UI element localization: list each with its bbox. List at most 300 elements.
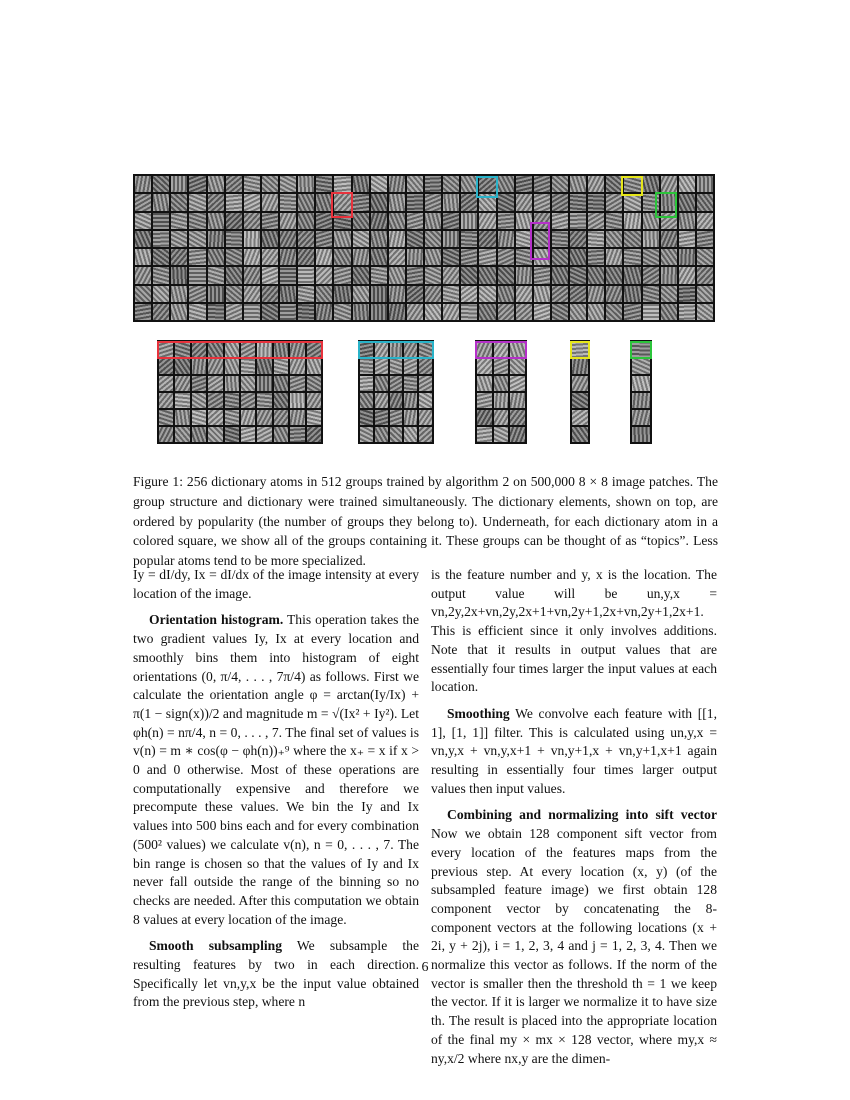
atom-patch	[624, 249, 640, 265]
atom-patch	[316, 213, 332, 229]
atom-patch	[419, 376, 432, 391]
atom-patch	[588, 267, 604, 283]
atom-patch	[208, 410, 222, 425]
atom-patch	[697, 249, 713, 265]
heading-sift-vector: Combining and normalizing into sift vector	[447, 807, 717, 823]
atom-patch	[208, 427, 222, 442]
atom-patch	[407, 231, 423, 247]
atom-patch	[226, 194, 242, 210]
atom-patch	[334, 304, 350, 320]
atom-patch	[135, 286, 151, 302]
atom-patch	[159, 359, 173, 374]
atom-patch	[389, 286, 405, 302]
atom-patch	[371, 231, 387, 247]
atom-patch	[572, 393, 588, 408]
groups-highlight-purple	[475, 341, 527, 359]
atom-patch	[390, 427, 403, 442]
atom-patch	[244, 286, 260, 302]
atom-patch	[461, 304, 477, 320]
atom-patch	[588, 213, 604, 229]
atom-patch	[262, 304, 278, 320]
atom-patch	[316, 286, 332, 302]
atom-patch	[697, 213, 713, 229]
atom-patch	[516, 267, 532, 283]
atom-patch	[274, 410, 288, 425]
atom-patch	[375, 376, 388, 391]
atom-patch	[135, 176, 151, 192]
atom-patch	[334, 249, 350, 265]
atom-patch	[679, 267, 695, 283]
atom-patch	[353, 267, 369, 283]
atom-patch	[624, 304, 640, 320]
atom-patch	[135, 267, 151, 283]
highlight-green	[655, 192, 677, 218]
atom-patch	[153, 213, 169, 229]
atom-patch	[632, 410, 650, 425]
groups-highlight-yellow	[570, 341, 590, 359]
atom-patch	[375, 410, 388, 425]
atom-patch	[390, 376, 403, 391]
atom-patch	[390, 410, 403, 425]
atom-patch	[371, 267, 387, 283]
atom-patch	[606, 176, 622, 192]
atom-patch	[153, 231, 169, 247]
groups-highlight-green	[630, 341, 652, 359]
atom-patch	[244, 249, 260, 265]
atom-patch	[534, 286, 550, 302]
atom-patch	[534, 304, 550, 320]
atom-patch	[477, 427, 492, 442]
atom-patch	[208, 249, 224, 265]
atom-patch	[477, 376, 492, 391]
atom-patch	[479, 231, 495, 247]
atom-patch	[307, 376, 321, 391]
atom-patch	[171, 231, 187, 247]
right-column	[431, 566, 717, 1076]
atom-patch	[353, 194, 369, 210]
atom-patch	[135, 213, 151, 229]
atom-patch	[632, 393, 650, 408]
atom-patch	[153, 194, 169, 210]
atom-patch	[159, 427, 173, 442]
atom-patch	[192, 359, 206, 374]
atom-patch	[153, 267, 169, 283]
atom-patch	[175, 393, 189, 408]
atom-patch	[353, 286, 369, 302]
atom-patch	[390, 359, 403, 374]
atom-patch	[624, 194, 640, 210]
atom-patch	[498, 267, 514, 283]
highlight-red	[331, 192, 353, 218]
atom-patch	[661, 304, 677, 320]
atom-patch	[262, 176, 278, 192]
atom-patch	[262, 249, 278, 265]
atom-patch	[208, 286, 224, 302]
atom-patch	[153, 286, 169, 302]
atom-patch	[510, 359, 525, 374]
left-paragraph-orientation	[133, 611, 419, 929]
atom-patch	[425, 194, 441, 210]
atom-patch	[516, 176, 532, 192]
atom-patch	[280, 213, 296, 229]
atom-patch	[171, 286, 187, 302]
atom-patch	[404, 376, 417, 391]
atom-patch	[572, 359, 588, 374]
atom-patch	[389, 249, 405, 265]
atom-patch	[443, 176, 459, 192]
atom-patch	[389, 194, 405, 210]
atom-patch	[425, 267, 441, 283]
atom-patch	[334, 286, 350, 302]
atom-patch	[360, 359, 373, 374]
atom-patch	[498, 194, 514, 210]
atom-patch	[298, 267, 314, 283]
atom-patch	[290, 359, 304, 374]
atom-patch	[479, 213, 495, 229]
atom-patch	[624, 267, 640, 283]
atom-patch	[353, 176, 369, 192]
atom-patch	[360, 410, 373, 425]
atom-patch	[371, 213, 387, 229]
atom-patch	[389, 231, 405, 247]
atom-patch	[241, 376, 255, 391]
atom-patch	[498, 176, 514, 192]
atom-patch	[298, 213, 314, 229]
atom-patch	[494, 376, 509, 391]
subsampling-body: We subsample the resulting features by two in each direction. Specifically let vn,y,x be the input value obtained from the previous step, where n	[133, 938, 419, 1010]
atom-patch	[226, 267, 242, 283]
atom-patch	[697, 231, 713, 247]
atom-patch	[661, 249, 677, 265]
atom-patch	[572, 410, 588, 425]
atom-patch	[307, 359, 321, 374]
atom-patch	[225, 359, 239, 374]
atom-patch	[389, 176, 405, 192]
atom-patch	[208, 213, 224, 229]
atom-patch	[226, 231, 242, 247]
atom-patch	[404, 359, 417, 374]
atom-patch	[588, 249, 604, 265]
right-paragraph-sift	[431, 806, 717, 1068]
atom-patch	[189, 286, 205, 302]
atom-patch	[443, 194, 459, 210]
atom-patch	[262, 213, 278, 229]
atom-patch	[208, 267, 224, 283]
atom-patch	[334, 231, 350, 247]
atom-patch	[643, 249, 659, 265]
atom-patch	[606, 249, 622, 265]
atom-patch	[534, 267, 550, 283]
atom-patch	[189, 176, 205, 192]
atom-patch	[244, 194, 260, 210]
atom-patch	[241, 359, 255, 374]
atom-patch	[241, 393, 255, 408]
atom-patch	[479, 267, 495, 283]
atom-patch	[570, 231, 586, 247]
atom-patch	[461, 176, 477, 192]
atom-patch	[443, 304, 459, 320]
atom-patch	[371, 304, 387, 320]
atom-patch	[570, 267, 586, 283]
atom-patch	[171, 176, 187, 192]
atom-patch	[419, 427, 432, 442]
atom-patch	[479, 249, 495, 265]
atom-patch	[262, 231, 278, 247]
atom-patch	[389, 213, 405, 229]
atom-patch	[697, 194, 713, 210]
groups-highlight-red	[157, 341, 323, 359]
atom-patch	[425, 176, 441, 192]
atom-patch	[153, 249, 169, 265]
atom-patch	[552, 249, 568, 265]
atom-patch	[443, 231, 459, 247]
atom-patch	[552, 194, 568, 210]
atom-patch	[643, 267, 659, 283]
heading-smoothing: Smoothing	[447, 705, 510, 721]
atom-patch	[588, 286, 604, 302]
atom-patch	[443, 267, 459, 283]
atom-patch	[135, 249, 151, 265]
atom-patch	[679, 286, 695, 302]
atom-patch	[461, 267, 477, 283]
atom-patch	[171, 304, 187, 320]
atom-patch	[494, 393, 509, 408]
atom-patch	[159, 376, 173, 391]
atom-patch	[171, 267, 187, 283]
atom-patch	[280, 231, 296, 247]
atom-patch	[643, 231, 659, 247]
atom-patch	[407, 249, 423, 265]
atom-patch	[697, 267, 713, 283]
atom-patch	[353, 249, 369, 265]
atom-patch	[632, 376, 650, 391]
atom-patch	[425, 286, 441, 302]
atom-patch	[274, 359, 288, 374]
atom-patch	[477, 359, 492, 374]
atom-patch	[643, 304, 659, 320]
atom-patch	[225, 376, 239, 391]
atom-patch	[274, 393, 288, 408]
atom-patch	[588, 176, 604, 192]
highlight-cyan	[476, 176, 498, 198]
atom-patch	[477, 410, 492, 425]
atom-patch	[679, 231, 695, 247]
atom-patch	[697, 304, 713, 320]
atom-patch	[175, 427, 189, 442]
atom-patch	[189, 194, 205, 210]
atom-patch	[316, 267, 332, 283]
atom-patch	[208, 176, 224, 192]
highlight-purple	[530, 222, 550, 260]
atom-patch	[498, 249, 514, 265]
atom-patch	[404, 427, 417, 442]
atom-patch	[552, 213, 568, 229]
atom-patch	[225, 427, 239, 442]
atom-patch	[244, 213, 260, 229]
atom-patch	[606, 286, 622, 302]
right-paragraph-intro: is the feature number and y, x is the location. The output value will be un,y,x = vn,2y,2x+vn,2y,2x+1+vn,2y+1,2x+vn,2y+1,2x+1. This is efficient since it only involves additions. Note that it results in output values that are essentially four times larger the input values at each location.	[431, 567, 717, 695]
atom-patch	[153, 176, 169, 192]
atom-patch	[307, 427, 321, 442]
atom-patch	[606, 304, 622, 320]
atom-patch	[494, 359, 509, 374]
dictionary-atoms-grid	[133, 174, 715, 322]
atom-patch	[290, 427, 304, 442]
atom-patch	[570, 213, 586, 229]
atom-patch	[375, 427, 388, 442]
atom-patch	[552, 286, 568, 302]
atom-patch	[510, 393, 525, 408]
atom-patch	[353, 231, 369, 247]
atom-patch	[257, 376, 271, 391]
atom-patch	[552, 176, 568, 192]
atom-patch	[371, 176, 387, 192]
atom-patch	[280, 249, 296, 265]
atom-patch	[290, 410, 304, 425]
atom-patch	[280, 176, 296, 192]
atom-patch	[371, 194, 387, 210]
atom-patch	[425, 249, 441, 265]
atom-patch	[389, 267, 405, 283]
atom-patch	[298, 194, 314, 210]
atom-patch	[290, 393, 304, 408]
atom-patch	[588, 231, 604, 247]
atom-patch	[226, 304, 242, 320]
atom-patch	[280, 194, 296, 210]
atom-patch	[443, 286, 459, 302]
atom-patch	[298, 304, 314, 320]
atom-patch	[419, 359, 432, 374]
atom-patch	[360, 393, 373, 408]
atom-patch	[274, 376, 288, 391]
atom-patch	[353, 304, 369, 320]
orientation-body: This operation takes the two gradient values Iy, Ix at every location and smoothly bins them into histogram of eight orientations (0, π/4, . . . , 7π/4) as follows. First we calculate the orientation angle φ = arctan(Iy/Ix) + π(1 − sign(x))/2 and magnitude m = √(Ix² + Iy²). Let φh(n) = nπ/4, n = 0, . . . , 7. The final set of values is v(n) = m ∗ cos(φ − φh(n))₊⁹ where the x₊ = x if x > 0 and 0 otherwise. Most of these operations are computationally expensive and therefore we precompute these values. We bin the Iy and Ix values into 500 bins each and for every combination (500² values) we calculate v(n), n = 0, . . . , 7. The bin range is chosen so that the values of Iy and Ix never fall outside the range of the binning so no checks are needed. After this computation we obtain 8 values at every location of the image.	[133, 612, 419, 927]
atom-patch	[375, 359, 388, 374]
atom-patch	[192, 410, 206, 425]
atom-patch	[360, 427, 373, 442]
atom-patch	[225, 393, 239, 408]
atom-patch	[226, 286, 242, 302]
left-paragraph-intro: Iy = dI/dy, Ix = dI/dx of the image intensity at every location of the image.	[133, 567, 419, 601]
atom-patch	[632, 427, 650, 442]
atom-patch	[552, 304, 568, 320]
atom-patch	[208, 359, 222, 374]
atom-patch	[226, 249, 242, 265]
atom-patch	[606, 213, 622, 229]
atom-patch	[572, 376, 588, 391]
atom-patch	[461, 249, 477, 265]
atom-patch	[280, 286, 296, 302]
atom-patch	[298, 249, 314, 265]
atom-patch	[274, 427, 288, 442]
atom-patch	[226, 213, 242, 229]
atom-patch	[153, 304, 169, 320]
atom-patch	[588, 194, 604, 210]
atom-patch	[624, 231, 640, 247]
atom-patch	[316, 194, 332, 210]
atom-patch	[171, 213, 187, 229]
atom-patch	[661, 231, 677, 247]
atom-patch	[189, 267, 205, 283]
atom-patch	[189, 231, 205, 247]
atom-patch	[643, 176, 659, 192]
atom-patch	[498, 231, 514, 247]
atom-patch	[208, 194, 224, 210]
atom-patch	[360, 376, 373, 391]
atom-patch	[316, 249, 332, 265]
atom-patch	[316, 176, 332, 192]
atom-patch	[290, 376, 304, 391]
atom-patch	[241, 410, 255, 425]
atom-patch	[389, 304, 405, 320]
atom-patch	[404, 393, 417, 408]
atom-patch	[334, 267, 350, 283]
atom-patch	[244, 231, 260, 247]
figure-caption: Figure 1: 256 dictionary atoms in 512 groups trained by algorithm 2 on 500,000 8 × 8 image patches. The group structure and dictionary were trained simultaneously. The dictionary elements, shown on top, are ordered by popularity (the number of groups they belong to). Underneath, for each dictionary atom in a colored square, we show all of the groups containing it. These groups can be thought of as “topics”. Less popular atoms tend to be more specialized.	[133, 474, 718, 569]
atom-patch	[461, 286, 477, 302]
atom-patch	[171, 194, 187, 210]
atom-patch	[697, 286, 713, 302]
atom-patch	[298, 286, 314, 302]
atom-patch	[316, 231, 332, 247]
atom-patch	[407, 267, 423, 283]
atom-patch	[498, 304, 514, 320]
atom-patch	[494, 410, 509, 425]
atom-patch	[208, 231, 224, 247]
atom-patch	[534, 176, 550, 192]
atom-patch	[570, 286, 586, 302]
atom-patch	[135, 194, 151, 210]
atom-patch	[661, 267, 677, 283]
atom-patch	[425, 231, 441, 247]
atom-patch	[407, 286, 423, 302]
atom-patch	[419, 410, 432, 425]
atom-patch	[498, 213, 514, 229]
atom-patch	[175, 359, 189, 374]
atom-patch	[192, 393, 206, 408]
atom-patch	[572, 427, 588, 442]
atom-patch	[298, 176, 314, 192]
atom-patch	[679, 213, 695, 229]
atom-patch	[159, 410, 173, 425]
atom-patch	[606, 231, 622, 247]
atom-patch	[208, 376, 222, 391]
smoothing-body: We convolve each feature with [[1, 1], [1, 1]] filter. This is calculated using un,y,x = vn,y,x + vn,y,x+1 + vn,y+1,x + vn,y+1,x+1 again resulting in essentially four times larger output values then input values.	[431, 705, 717, 796]
atom-patch	[425, 213, 441, 229]
atom-patch	[516, 194, 532, 210]
atom-patch	[588, 304, 604, 320]
atom-patch	[371, 286, 387, 302]
atom-patch	[189, 249, 205, 265]
atom-patch	[307, 393, 321, 408]
atom-patch	[679, 176, 695, 192]
atom-patch	[175, 410, 189, 425]
atom-patch	[208, 304, 224, 320]
atom-patch	[570, 304, 586, 320]
atom-patch	[516, 304, 532, 320]
atom-patch	[225, 410, 239, 425]
atom-patch	[404, 410, 417, 425]
atom-patch	[189, 213, 205, 229]
atom-patch	[334, 176, 350, 192]
atom-patch	[257, 359, 271, 374]
atom-patch	[697, 176, 713, 192]
atom-patch	[316, 304, 332, 320]
atom-patch	[257, 427, 271, 442]
atom-patch	[516, 286, 532, 302]
atom-patch	[226, 176, 242, 192]
heading-smooth-subsampling: Smooth subsampling	[149, 938, 283, 954]
